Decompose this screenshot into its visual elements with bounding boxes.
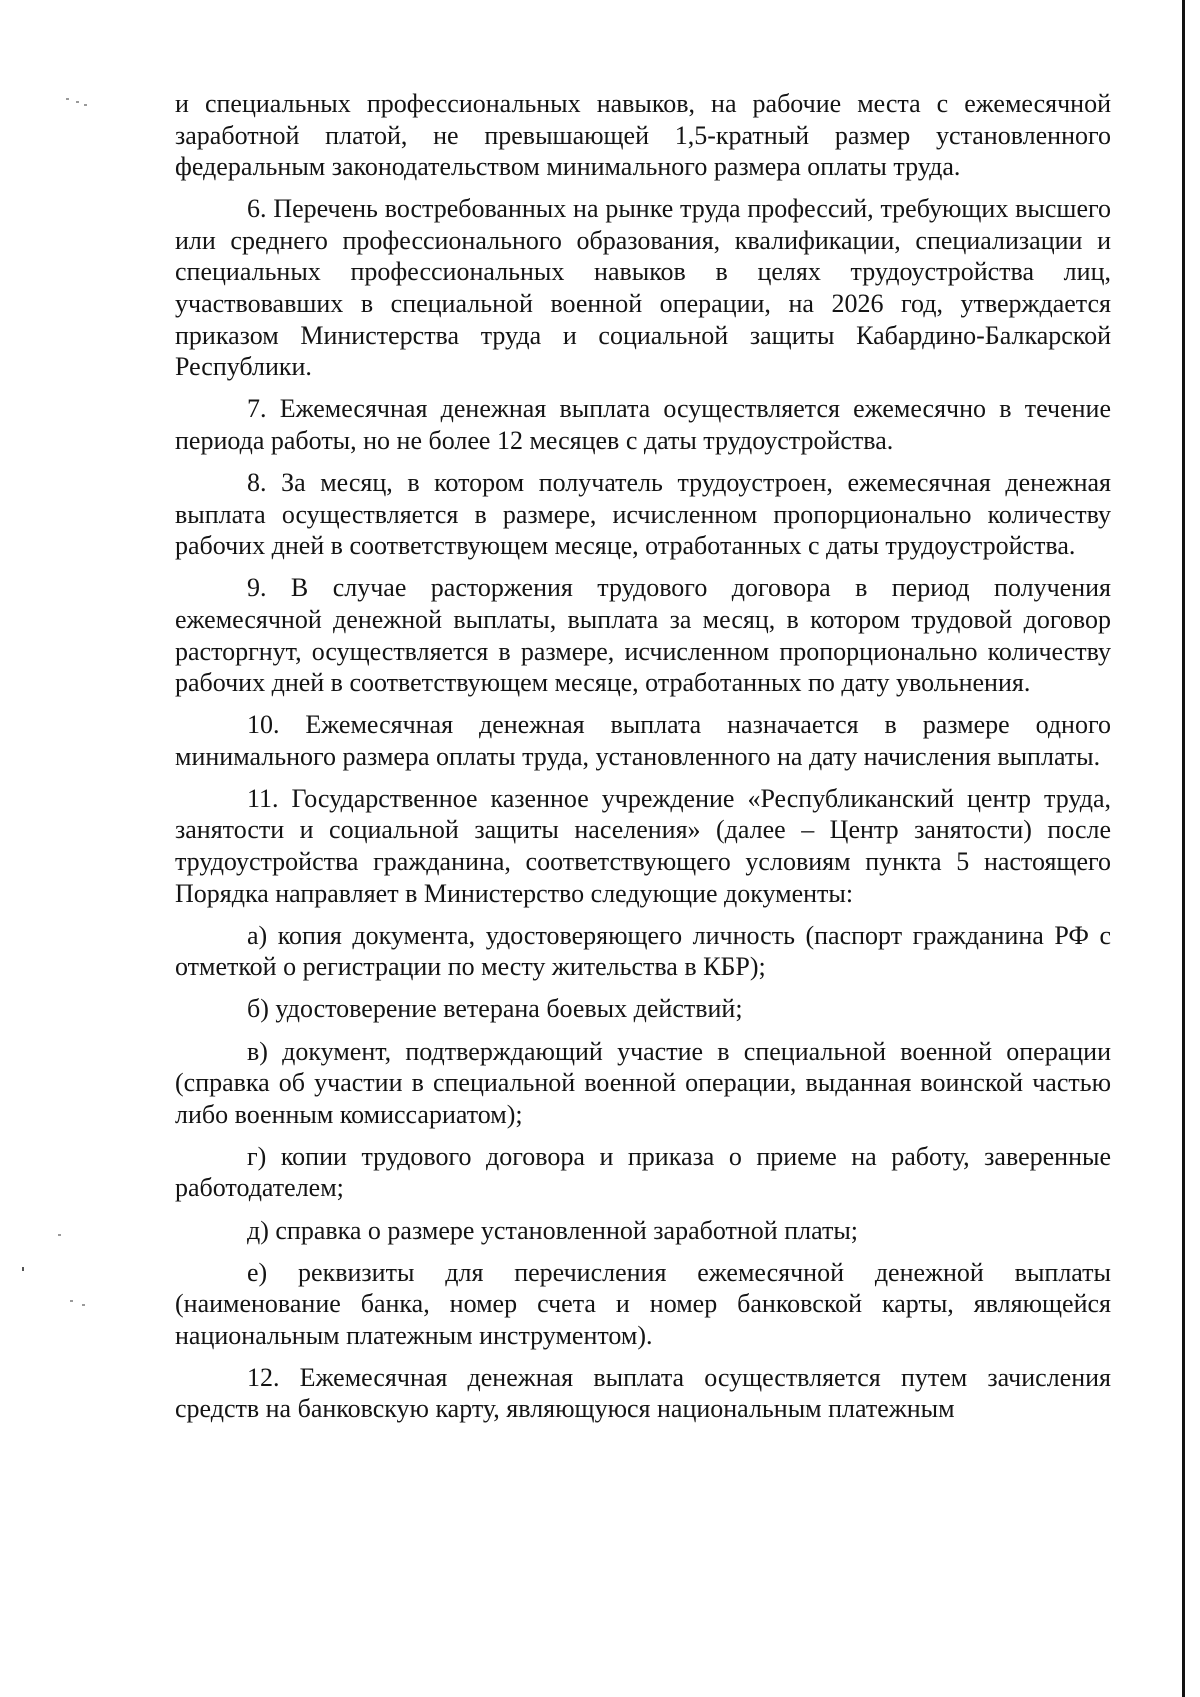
paragraph-item-11: 11. Государственное казенное учреждение «Республиканский центр труда, занятости и социальной защиты населения» (далее – Центр занятости) после трудоустройства гражданина, соответствующего условиям пункта 5 настоящего Порядка направляет в Министерство следующие документы:: [175, 783, 1111, 908]
list-item-b: б) удостоверение ветерана боевых действий;: [247, 994, 743, 1024]
scan-right-edge: [1182, 0, 1185, 1697]
list-item-v: в) документ, подтверждающий участие в специальной военной операции (справка об участии в специальной военной операции, выданная воинской частью либо военным комиссариатом);: [175, 1036, 1111, 1129]
paragraph-item-10: 10. Ежемесячная денежная выплата назначается в размере одного минимального размера оплаты труда, установленного на дату начисления выплаты.: [175, 710, 1111, 771]
paragraph-continuation: и специальных профессиональных навыков, на рабочие места с ежемесячной заработной платой, не превышающей 1,5-кратный размер установленного федеральным законодательством минимального размера оплаты труда.: [175, 89, 1111, 182]
paragraph-item-8: 8. За месяц, в котором получатель трудоустроен, ежемесячная денежная выплата осуществляется в размере, исчисленном пропорционально количеству рабочих дней в соответствующем месяце, отработанных с даты трудоустройства.: [175, 468, 1111, 561]
paragraph-item-7: 7. Ежемесячная денежная выплата осуществляется ежемесячно в течение периода работы, но не более 12 месяцев с даты трудоустройства.: [175, 394, 1111, 455]
paragraph-item-12: 12. Ежемесячная денежная выплата осуществляется путем зачисления средств на банковскую карту, являющуюся национальным платежным: [175, 1362, 1111, 1424]
paragraph-item-9: 9. В случае расторжения трудового договора в период получения ежемесячной денежной выплаты, выплата за месяц, в котором трудовой договор расторгнут, осуществляется в размере, исчисленном пропорционально количеству рабочих дней в соответствующем месяце, отработанных по дату увольнения.: [175, 573, 1111, 698]
paragraph-item-6: 6. Перечень востребованных на рынке труда профессий, требующих высшего или среднего профессионального образования, квалификации, специализации и специальных профессиональных навыков в целях трудоустройства лиц, участвовавших в специальной военной операции, на 2026 год, утверждается приказом Министерства труда и социальной защиты Кабардино-Балкарской Республики.: [175, 194, 1111, 382]
list-item-d: д) справка о размере установленной заработной платы;: [247, 1215, 859, 1245]
list-item-a: а) копия документа, удостоверяющего личность (паспорт гражданина РФ с отметкой о регистрации по месту жительства в КБР);: [175, 920, 1111, 982]
list-item-g: г) копии трудового договора и приказа о приеме на работу, заверенные работодателем;: [175, 1141, 1111, 1203]
list-item-e: е) реквизиты для перечисления ежемесячной денежной выплаты (наименование банка, номер счета и номер банковской карты, являющейся национальным платежным инструментом).: [175, 1257, 1111, 1350]
document-body: [175, 88, 1111, 1436]
